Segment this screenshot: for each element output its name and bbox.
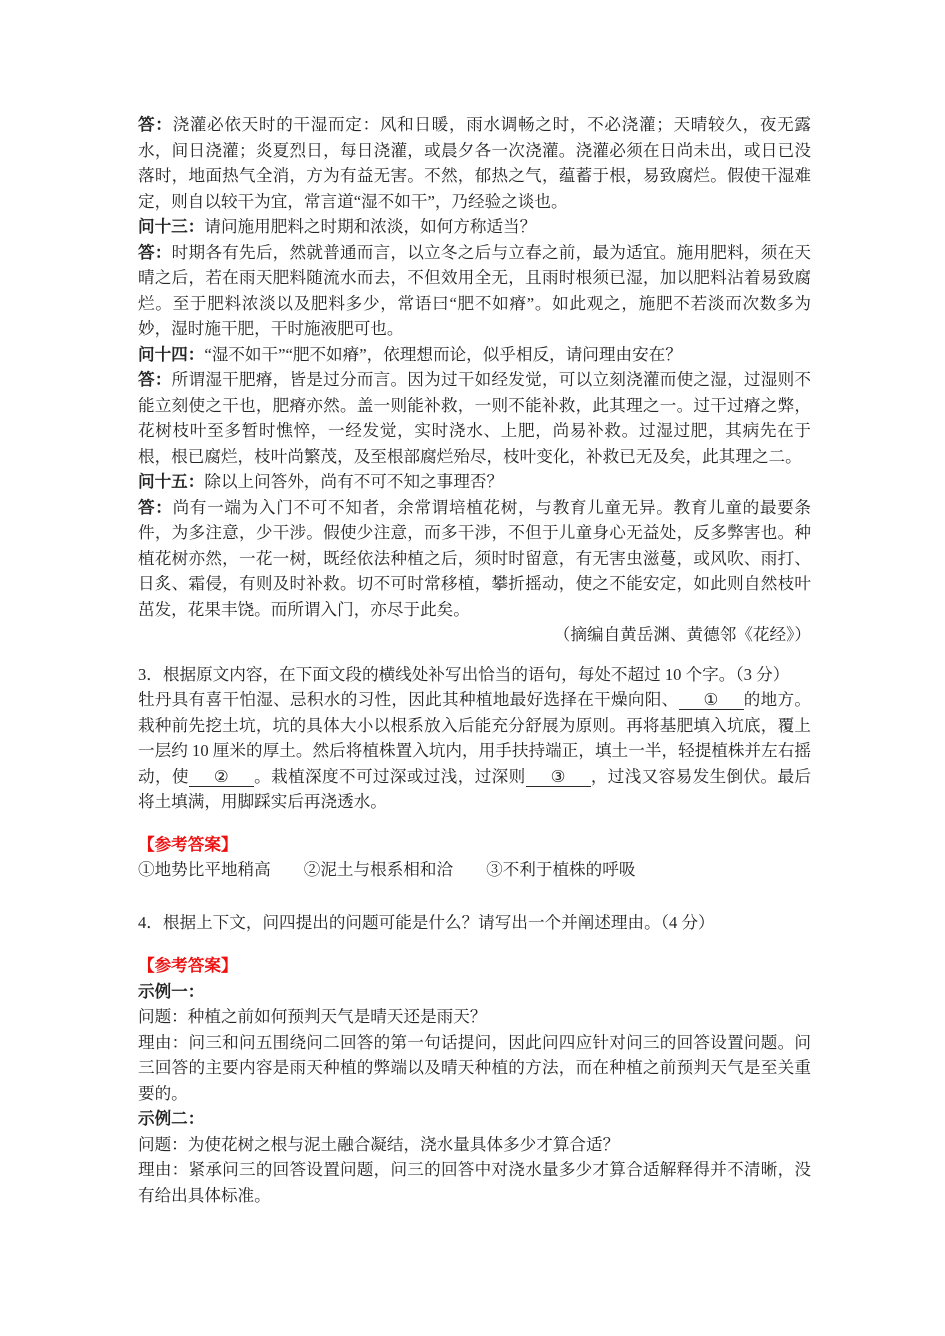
answer-text: 时期各有先后，然就普通而言，以立冬之后与立春之前，最为适宜。施用肥料，须在天晴之后，若在雨天肥料随流水而去，不但效用全无，且雨时根须已湿，加以肥料沾着易致腐烂。至于肥料浓淡以及肥料多少，常语曰“肥不如瘠”。如此观之，施肥不若淡而次数多为妙，湿时施干肥，干时施液肥可也。	[138, 242, 812, 338]
example-2-reason: 理由：紧承问三的回答设置问题，问三的回答中对浇水量多少才算合适解释得并不清晰，没有给出具体标准。	[138, 1160, 811, 1205]
answer-item-2: ②泥土与根系相和洽	[303, 860, 454, 879]
answer-label: 答：	[138, 497, 173, 517]
answer-label: 答：	[138, 115, 173, 134]
question-text: 请问施用肥料之时期和浓淡，如何方称适当？	[204, 217, 537, 236]
answer-label: 答：	[138, 242, 172, 262]
answer-label: 答：	[138, 370, 172, 389]
example-2-title: 示例二：	[138, 1109, 205, 1128]
answer-text: 尚有一端为入门不可不知者，余常谓培植花树，与教育儿童无异。教育儿童的最要条件，为多注意，少干涉。假使少注意，而多干涉，不但于儿童身心无益处，反多弊害也。种植花树亦然，一花一树，既经依法种植之后，须时时留意，有无害虫滋蔓，或风吹、雨打、日炙、霜侵，有则及时补救。切不可时常移植，攀折摇动，使之不能安定，如此则自然枝叶茁发，花果丰饶。而所谓入门，亦尽于此矣。	[138, 497, 812, 619]
question-text: 除以上问答外，尚有不可不知之事理否？	[204, 472, 504, 491]
answer-item-3: ③不利于植株的呼吸	[486, 860, 636, 879]
example-2-question: 问题：为使花树之根与泥土融合凝结，浇水量具体多少才算合适？	[138, 1134, 620, 1154]
answer-text: 所谓湿干肥瘠，皆是过分而言。因为过干如经发觉，可以立刻浇灌而使之湿，过湿则不能立刻使之干也，肥瘠亦然。盖一则能补救，一则不能补救，此其理之一。过干过瘠之弊，花树枝叶至多暂时憔悴，一经发觉，实时浇水、上肥，尚易补救。过湿过肥，其病先在于根，根已腐烂，枝叶尚繁茂，及至根部腐烂殆尽，枝叶变化，补救已无及矣，此其理之二。	[138, 370, 812, 466]
passage-question-13	[138, 214, 811, 240]
q3-segment: 牡丹具有喜干怕湿、忌积水的习性，因此其种植地最好选择在干燥向阳、	[138, 690, 679, 709]
question-label: 问十五：	[138, 472, 205, 491]
q3-segment: ，过浅又容易发生倒伏。最后将土填满，用脚踩实后再浇透水。	[138, 766, 812, 811]
passage-question-14	[138, 342, 811, 368]
example-1-title: 示例一：	[138, 981, 205, 1001]
passage-question-15	[138, 469, 811, 495]
question-label: 问十三：	[138, 217, 205, 236]
reference-answer-header-q4: 【参考答案】	[138, 956, 238, 975]
question3-passage	[138, 687, 811, 815]
passage-answer-14	[138, 367, 811, 469]
question-text: “湿不如干”“肥不如瘠”，依理想而论，似乎相反，请问理由安在？	[204, 344, 682, 364]
passage-answer-13	[138, 240, 811, 342]
q3-segment: 的地方。栽种前先挖土坑，坑的具体大小以根系放入后能充分舒展为原则。再将基肥填入坑底，覆上一层约 10 厘米的厚土。然后将植株置入坑内，用手扶持端正，填土一半，轻提植株并左右摇动，使	[138, 690, 812, 786]
blank-3: ③	[526, 767, 591, 787]
document-content	[138, 112, 811, 1208]
question3-stem: 3．根据原文内容，在下面文段的横线处补写出恰当的语句，每处不超过 10 个字。（3 分）	[138, 664, 790, 684]
question-label: 问十四：	[138, 344, 205, 364]
citation-line: （摘编自黄岳渊、黄德邻《花经》）	[553, 625, 811, 644]
q3-segment: 。栽植深度不可过深或过浅，过深则	[254, 766, 526, 786]
example-1-question: 问题：种植之前如何预判天气是晴天还是雨天？	[138, 1007, 487, 1026]
question3-answers	[138, 857, 811, 883]
example-1-reason: 理由：问三和问五围绕问二回答的第一句话提问，因此问四应针对问三的回答设置问题。问三回答的主要内容是雨天种植的弊端以及晴天种植的方法，而在种植之前预判天气是至关重要的。	[138, 1032, 811, 1103]
answer-item-1: ①地势比平地稍高	[138, 860, 271, 879]
answer-text: 浇灌必依天时的干湿而定：风和日暖，雨水调畅之时，不必浇灌；天晴较久，夜无露水，间日浇灌；炎夏烈日，每日浇灌，或晨夕各一次浇灌。浇灌必须在日尚未出，或日已没落时，地面热气全消，方为有益无害。不然，郁热之气，蕴蓄于根，易致腐烂。假使干湿难定，则自以较干为宜，常言道“湿不如干”，乃经验之谈也。	[138, 115, 812, 211]
question4-stem: 4．根据上下文，问四提出的问题可能是什么？请写出一个并阐述理由。（4 分）	[138, 912, 715, 932]
blank-1: ①	[679, 690, 744, 710]
passage-answer-15	[138, 495, 811, 623]
reference-answer-header-q3: 【参考答案】	[138, 834, 238, 854]
blank-2: ②	[189, 767, 254, 787]
passage-answer-12	[138, 112, 811, 214]
